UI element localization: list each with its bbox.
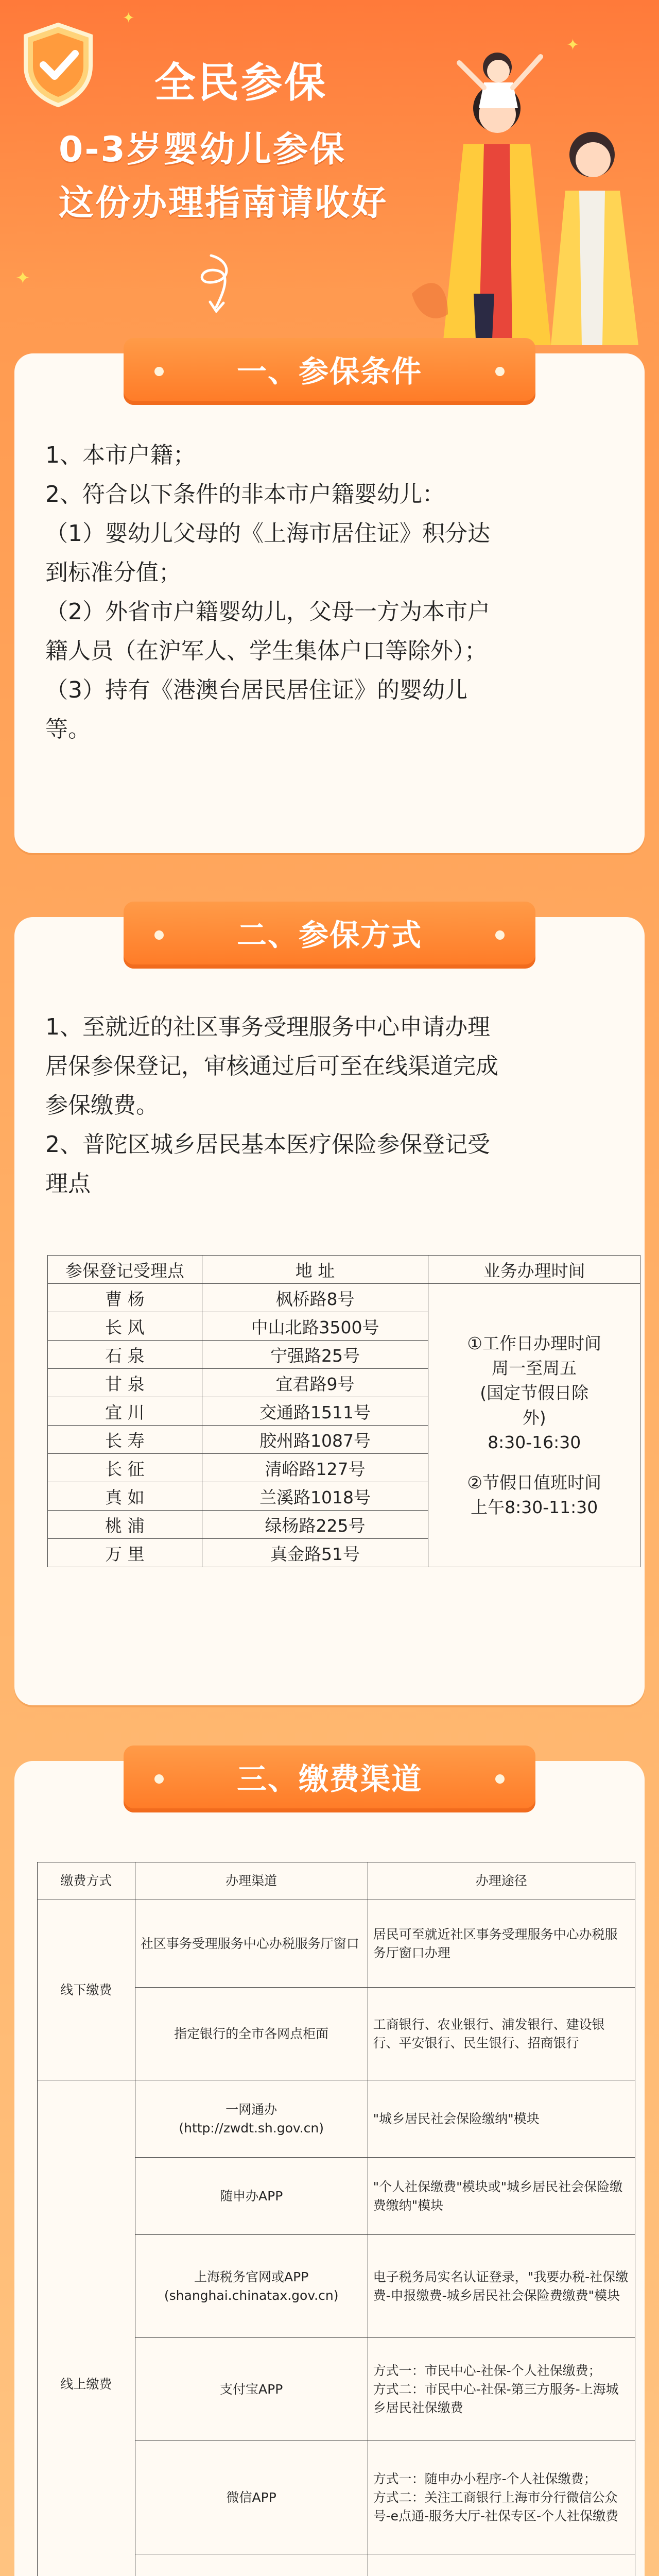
point-cell: 宜 川 [48,1397,202,1426]
section-title: 一、参保条件 [124,338,535,405]
text-line: 1、本市户籍； [45,442,196,468]
text-line: （3）持有《港澳台居民居住证》的婴幼儿 [45,677,467,703]
table-row [38,2080,635,2158]
hours-line: 周一至周五 [492,1358,577,1378]
address-cell: 宜君路9号 [202,1369,428,1397]
hero-subtitle-line1: 0-3岁婴幼儿参保 [59,129,346,170]
address-cell: 清峪路127号 [202,1454,428,1482]
path-cell: 方式一：随申办小程序-个人社保缴费； 方式二：关注工商银行上海市分行微信公众号-e点通-服务大厅-社保专区-个人社保缴费 [368,2441,635,2554]
swirl-arrow-icon [190,250,242,317]
path-cell: "个人社保缴费"模块或"城乡居民社会保险缴费缴纳"模块 [368,2158,635,2235]
header-cell: 办理渠道 [135,1862,368,1900]
point-cell: 长 征 [48,1454,202,1482]
text-line: 1、至就近的社区事务受理服务中心申请办理 [45,1014,490,1040]
channel-cell: 指定银行的全市各网点柜面 [135,1988,368,2080]
point-cell: 长 风 [48,1312,202,1341]
point-cell: 长 寿 [48,1426,202,1454]
sparkle-icon: ✦ [15,268,30,289]
text-line: 籍人员（在沪军人、学生集体户口等除外）； [45,638,487,664]
text-line: 居保参保登记，审核通过后可至在线渠道完成 [45,1053,498,1079]
channel-cell: 支付宝APP [135,2338,368,2441]
family-illustration [402,5,659,355]
table-header-row [38,1862,635,1900]
section-eligibility [14,353,645,853]
address-cell: 兰溪路1018号 [202,1482,428,1511]
address-cell: 宁强路25号 [202,1341,428,1369]
text-line: 到标准分值； [45,560,181,586]
address-cell: 交通路1511号 [202,1397,428,1426]
path-cell [368,2554,635,2576]
hero-banner [0,0,659,361]
header-cell: 参保登记受理点 [48,1256,202,1284]
text-line: （2）外省市户籍婴幼儿，父母一方为本市户 [45,599,490,625]
address-cell: 绿杨路225号 [202,1511,428,1539]
header-cell: 业务办理时间 [428,1256,640,1284]
channel-cell: 社区事务受理服务中心办税服务厅窗口 [135,1900,368,1988]
path-cell: 方式一：市民中心-社保-个人社保缴费； 方式二：市民中心-社保-第三方服务-上海城乡居民社保缴费 [368,2338,635,2441]
table-header-row [48,1256,640,1284]
text-line: 2、普陀区城乡居民基本医疗保险参保登记受 [45,1131,490,1158]
section-title: 三、缴费渠道 [124,1745,535,1812]
badge-title: 全民参保 [154,59,327,107]
text-line: （1）婴幼儿父母的《上海市居住证》积分达 [45,520,490,547]
hours-line: ②节假日值班时间 [467,1472,601,1493]
address-cell: 胶州路1087号 [202,1426,428,1454]
header-cell: 缴费方式 [38,1862,135,1900]
point-cell: 万 里 [48,1539,202,1567]
sparkle-icon: ✦ [566,36,580,54]
path-cell: "城乡居民社会保险缴纳"模块 [368,2080,635,2158]
hours-line: 8:30-16:30 [488,1432,581,1452]
header-cell: 办理途径 [368,1862,635,1900]
path-cell: 电子税务局实名认证登录，"我要办税-社保缴费-申报缴费-城乡居民社会保险费缴费"模块 [368,2235,635,2338]
address-cell: 枫桥路8号 [202,1284,428,1312]
table-row [38,1900,635,1988]
address-cell: 真金路51号 [202,1539,428,1567]
enrollment-points-table [47,1255,640,1567]
section-title: 二、参保方式 [124,902,535,969]
hours-line: ①工作日办理时间 [467,1333,601,1353]
point-cell: 真 如 [48,1482,202,1511]
point-cell: 桃 浦 [48,1511,202,1539]
method-cell: 线上缴费 [38,2080,135,2576]
section-payment-channels [14,1761,645,2576]
path-cell: 工商银行、农业银行、浦发银行、建设银行、平安银行、民生银行、招商银行 [368,1988,635,2080]
hours-cell [428,1284,640,1567]
hours-line: (国定节假日除 [480,1382,589,1403]
section-enrollment [14,917,645,1705]
eligibility-text [45,436,617,749]
header-cell: 地 址 [202,1256,428,1284]
channel-cell: 随申办APP [135,2158,368,2235]
hours-line: 上午8:30-11:30 [471,1497,598,1517]
table-row [48,1284,640,1312]
text-line: 参保缴费。 [45,1092,159,1118]
point-cell: 曹 杨 [48,1284,202,1312]
channel-cell [135,2554,368,2576]
channel-cell: 微信APP [135,2441,368,2554]
shield-check-icon [20,21,97,108]
point-cell: 甘 泉 [48,1369,202,1397]
text-line: 等。 [45,716,91,742]
address-cell: 中山北路3500号 [202,1312,428,1341]
payment-channels-table [37,1862,635,2576]
path-cell: 居民可至就近社区事务受理服务中心办税服务厅窗口办理 [368,1900,635,1988]
text-line: 2、符合以下条件的非本市户籍婴幼儿： [45,481,445,507]
channel-cell: 上海税务官网或APP (shanghai.chinatax.gov.cn) [135,2235,368,2338]
hours-line: 外) [522,1407,546,1428]
sparkle-icon: ✦ [123,9,135,26]
method-cell: 线下缴费 [38,1900,135,2080]
hero-subtitle-line2: 这份办理指南请收好 [59,183,388,224]
channel-cell: 一网通办 (http://zwdt.sh.gov.cn) [135,2080,368,2158]
enrollment-text [45,1008,617,1204]
text-line: 理点 [45,1171,91,1197]
point-cell: 石 泉 [48,1341,202,1369]
